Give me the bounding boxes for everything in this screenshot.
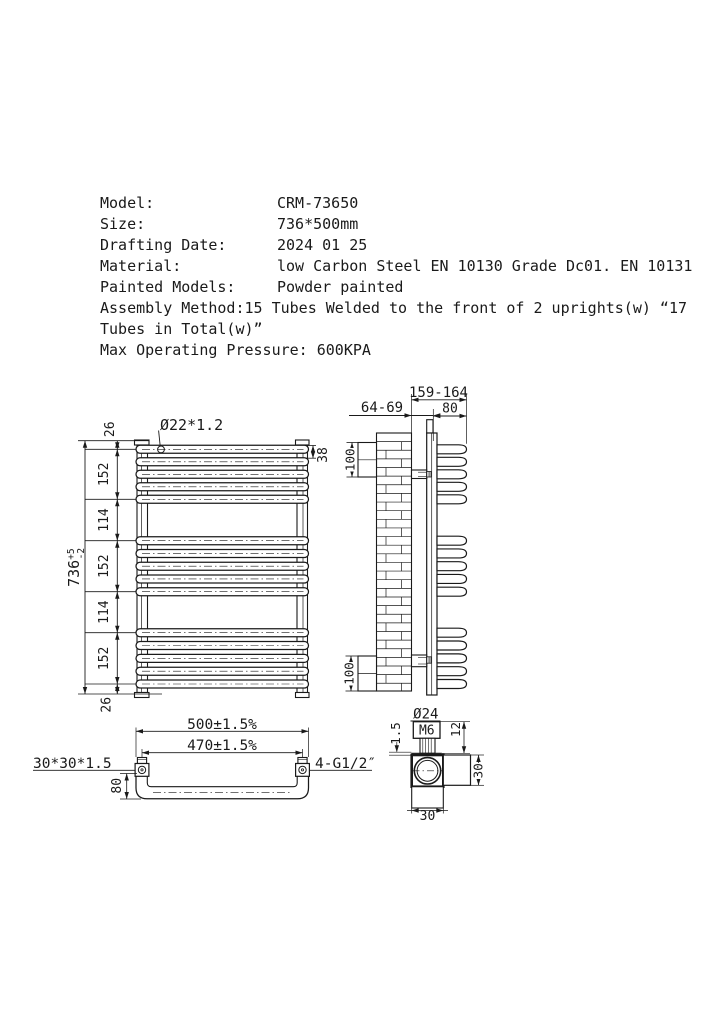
dim-chain-114-a: 114 [97,508,112,532]
spec-assembly-line2: Tubes in Total(w)” [100,320,263,338]
spec-label-material: Material: [100,257,182,275]
dim-chain-26-bottom: 26 [99,696,115,713]
label-thread-spec: 4-G1/2″ [315,756,377,772]
label-thread-m6: M6 [418,723,435,739]
dim-overall-depth: 159-164 [408,385,469,401]
spec-value-date: 2024 01 25 [277,236,368,254]
spec-pressure: Max Operating Pressure: 600KPA [100,341,371,359]
dim-cap-height: 12 [448,721,463,738]
svg-text:736+5-2: $736^{+5}-2$ [65,547,87,587]
spec-block [100,194,692,359]
dim-tube-diameter: Ø22*1.2 [160,416,224,434]
spec-label-size: Size: [100,215,146,233]
spec-label-model: Model: [100,194,155,212]
dim-port-spacing: 470±1.5% [187,738,257,754]
dim-outer-width: 500±1.5% [187,716,257,733]
dim-body-height: 30 [470,763,486,779]
dim-foot-bottom: 100 [341,662,357,685]
spec-label-painted: Painted Models: [100,278,236,296]
dim-foot-top: 100 [342,448,358,472]
dim-overall-height [65,548,87,587]
dim-body-width: 30 [419,809,436,824]
spec-label-date: Drafting Date: [100,236,227,254]
spec-value-model: CRM-73650 [277,194,359,212]
dim-tube-pitch: 38 [316,447,331,463]
label-upright-spec: 30*30*1.5 [33,756,112,772]
dim-chain-152-b: 152 [97,554,112,578]
dim-chain-114-b: 114 [97,600,112,624]
spec-value-painted: Powder painted [277,278,404,296]
dim-chain-26-top: 26 [103,421,118,438]
plan-view-labels [33,717,376,794]
front-view-geometry [78,431,316,698]
dim-chain-152-a: 152 [97,462,112,487]
dim-cap-diameter: Ø24 [413,706,439,723]
dim-tube-depth: 80 [442,401,458,417]
spec-value-size: 736*500mm [277,215,359,233]
spec-assembly-line1: Assembly Method:15 Tubes Welded to the front of 2 uprights(w) “17 [100,299,687,317]
dim-plan-depth: 80 [110,777,125,794]
spec-value-material: low Carbon Steel EN 10130 Grade Dc01. EN 10131 [277,257,693,275]
side-view-geometry [341,394,467,695]
dim-bracket-depth: 64-69 [360,400,404,416]
dim-flange-thickness: 1.5 [388,722,403,745]
dim-chain-152-c: 152 [97,646,112,671]
